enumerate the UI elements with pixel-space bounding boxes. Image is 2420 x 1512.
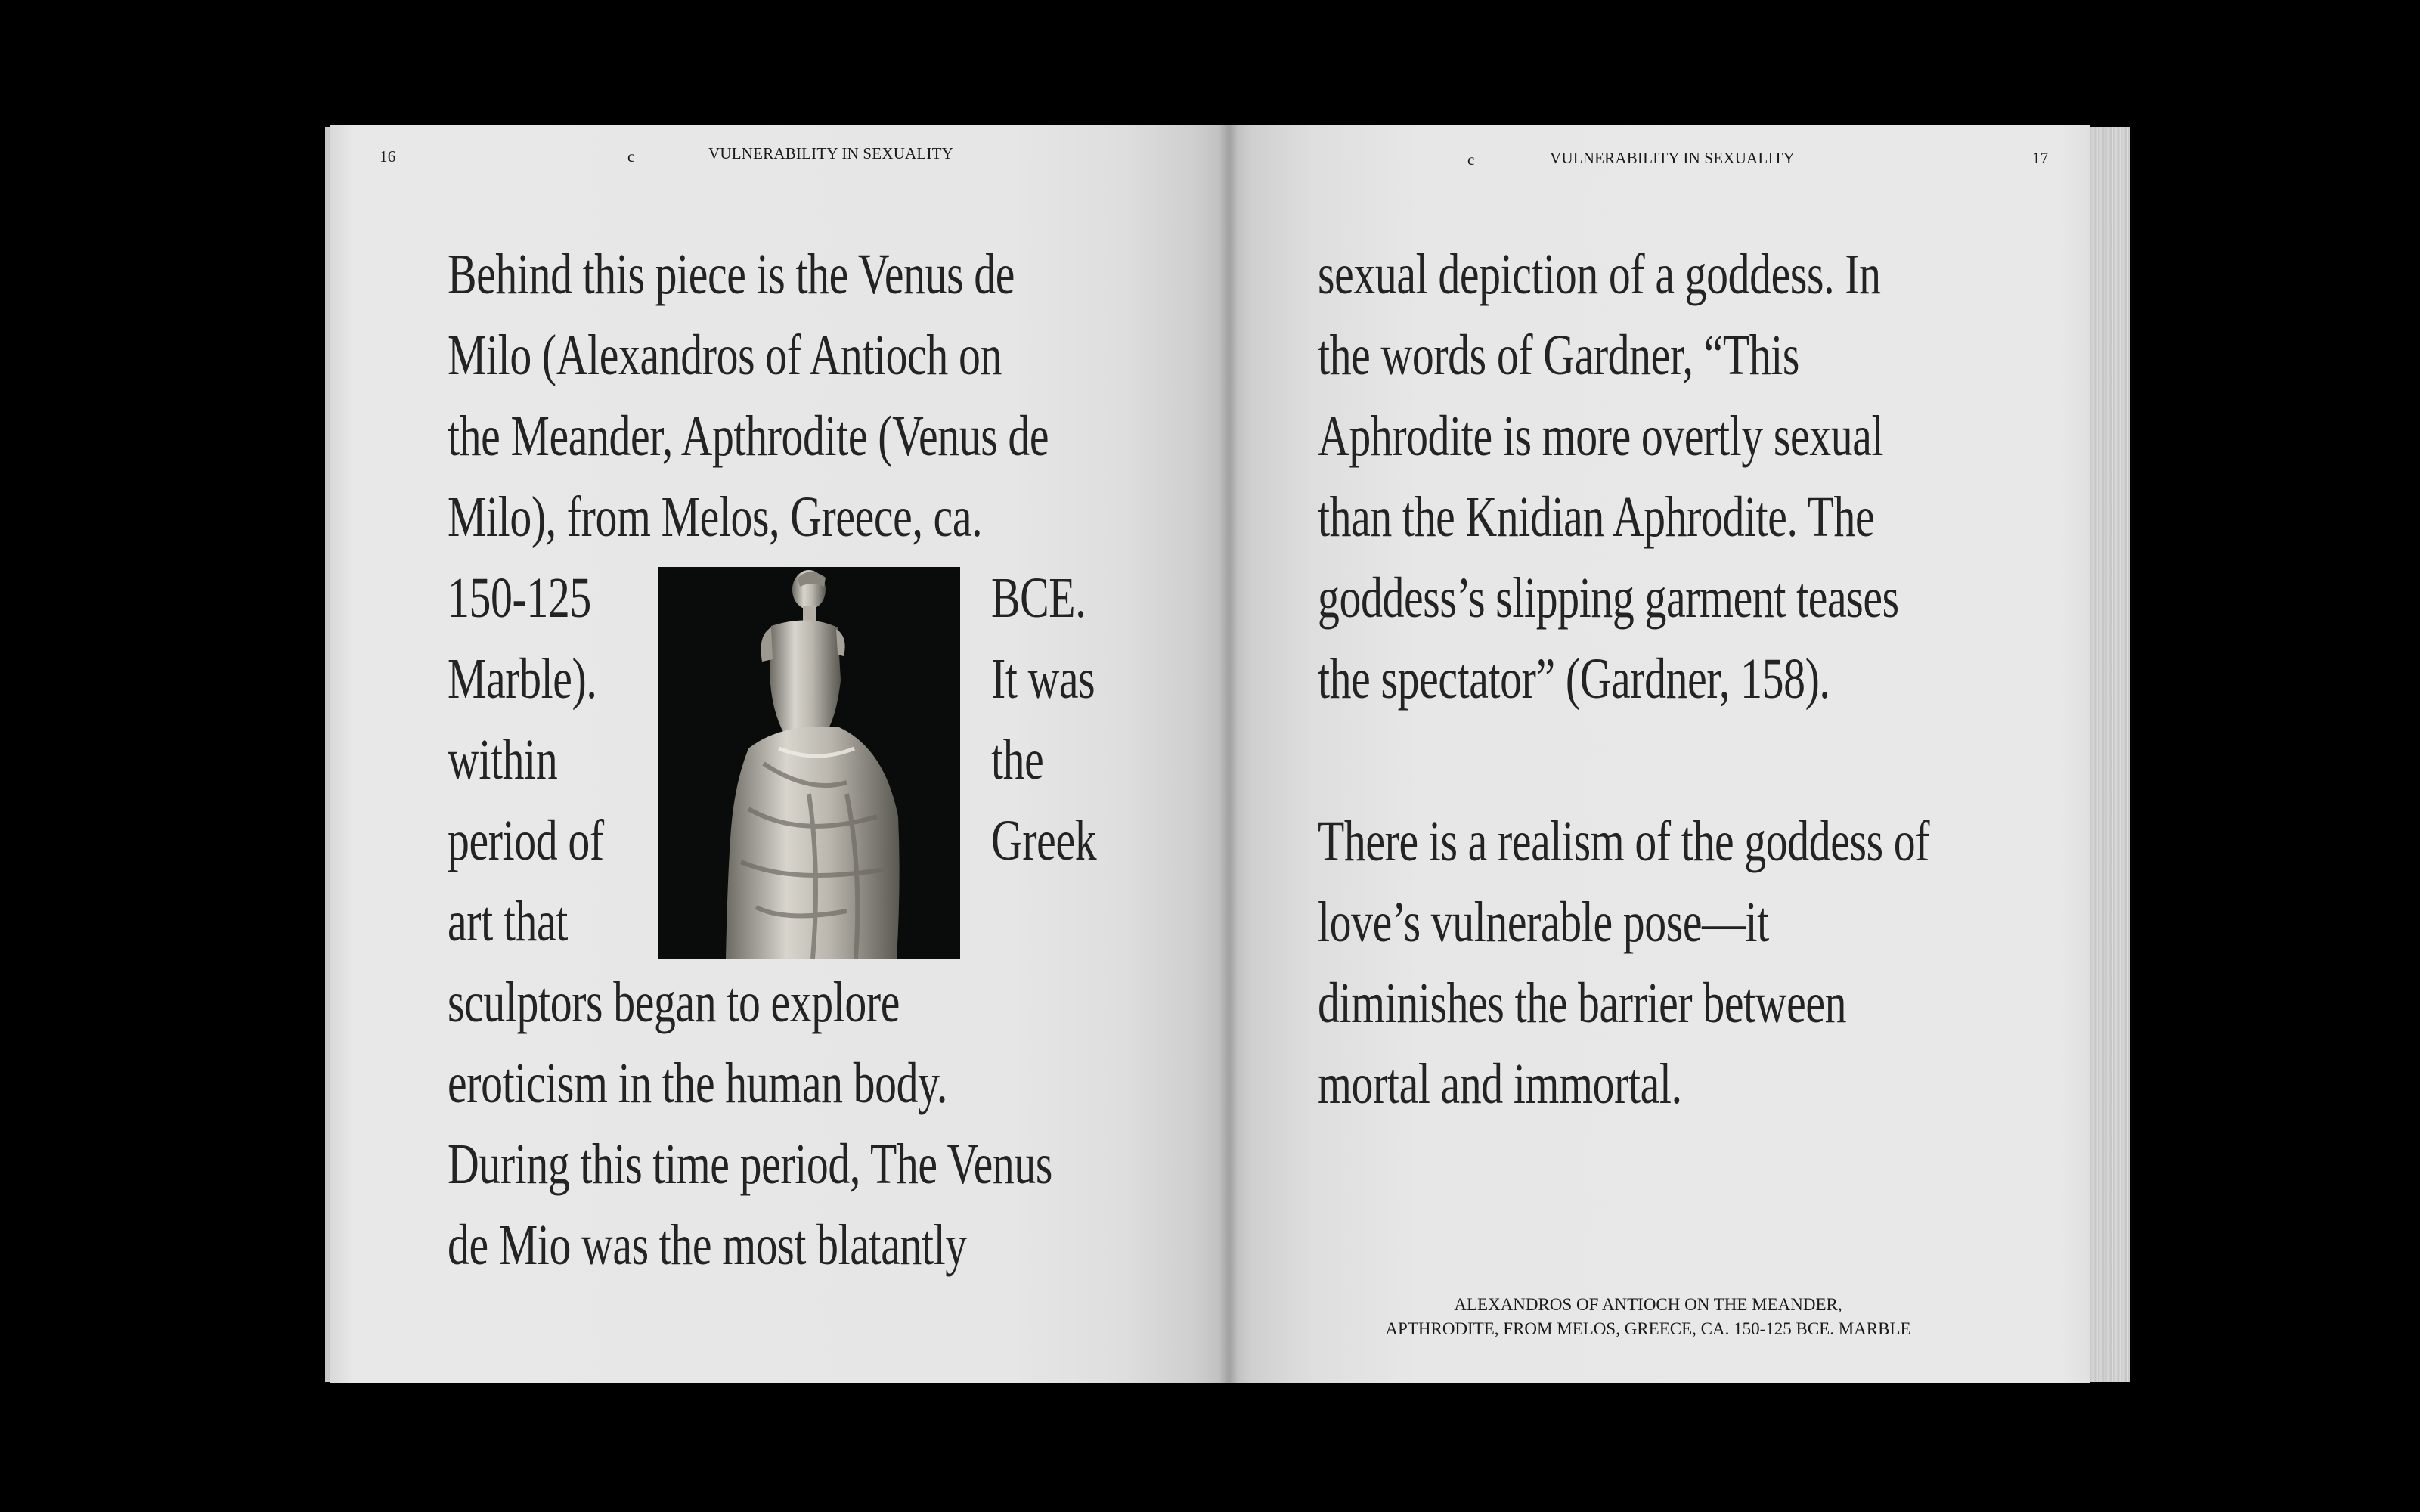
section-mark: c [1467, 150, 1475, 169]
text-line: eroticism in the human body. [448, 1052, 947, 1115]
text-line: de Mio was the most blatantly [448, 1213, 967, 1277]
text-line: love’s vulnerable pose—it [1318, 891, 1769, 954]
body-text-wrap-right [991, 558, 1096, 881]
page-number: 16 [380, 147, 396, 166]
text-line: the words of Gardner, “This [1318, 324, 1800, 387]
caption-line: APTHRODITE, FROM MELOS, GREECE, CA. 150-125 BCE. MARBLE [1385, 1319, 1911, 1338]
body-paragraph-2 [1318, 801, 1929, 1125]
text-line: Greek [991, 809, 1097, 872]
text-line: Aphrodite is more overtly sexual [1318, 404, 1884, 468]
text-line: mortal and immortal. [1318, 1052, 1682, 1116]
caption-line: ALEXANDROS OF ANTIOCH ON THE MEANDER, [1454, 1295, 1842, 1314]
venus-de-milo-image [658, 567, 960, 959]
text-line: sexual depiction of a goddess. In [1318, 243, 1881, 306]
text-line: goddess’s slipping garment teases [1318, 566, 1899, 630]
text-line: There is a realism of the goddess of [1318, 810, 1930, 873]
right-page-edges [2090, 127, 2130, 1382]
section-mark: c [627, 147, 635, 166]
text-line: 150-125 [448, 566, 591, 630]
body-text-bottom [448, 962, 1052, 1286]
text-line: Milo), from Melos, Greece, ca. [448, 485, 983, 549]
right-page [1229, 125, 2090, 1383]
body-paragraph-1 [1318, 234, 1899, 720]
text-line: than the Knidian Aphrodite. The [1318, 485, 1875, 549]
text-line: It was [991, 647, 1095, 711]
text-line: the Meander, Apthrodite (Venus de [448, 404, 1049, 468]
running-title: VULNERABILITY IN SEXUALITY [1550, 149, 1796, 167]
text-line: During this time period, The Venus [448, 1132, 1052, 1196]
statue-illustration [658, 567, 960, 959]
text-line: art that [448, 890, 568, 953]
text-line: BCE. [991, 566, 1086, 630]
image-caption [1361, 1293, 1935, 1341]
body-text-wrap-left [448, 558, 604, 962]
gutter-shadow [1219, 125, 1238, 1383]
body-text-top [448, 234, 1049, 558]
text-line: sculptors began to explore [448, 971, 900, 1034]
running-title: VULNERABILITY IN SEXUALITY [708, 144, 954, 163]
text-line: period of [448, 809, 604, 872]
text-line: diminishes the barrier between [1318, 971, 1847, 1035]
text-line: the spectator” (Gardner, 158). [1318, 647, 1830, 711]
page-number: 17 [2032, 149, 2049, 167]
text-line: Milo (Alexandros of Antioch on [448, 324, 1002, 387]
text-line: Behind this piece is the Venus de [448, 243, 1015, 306]
text-line: within [448, 728, 558, 792]
text-line: the [991, 728, 1044, 792]
left-page [330, 125, 1229, 1383]
text-line: Marble). [448, 647, 597, 711]
